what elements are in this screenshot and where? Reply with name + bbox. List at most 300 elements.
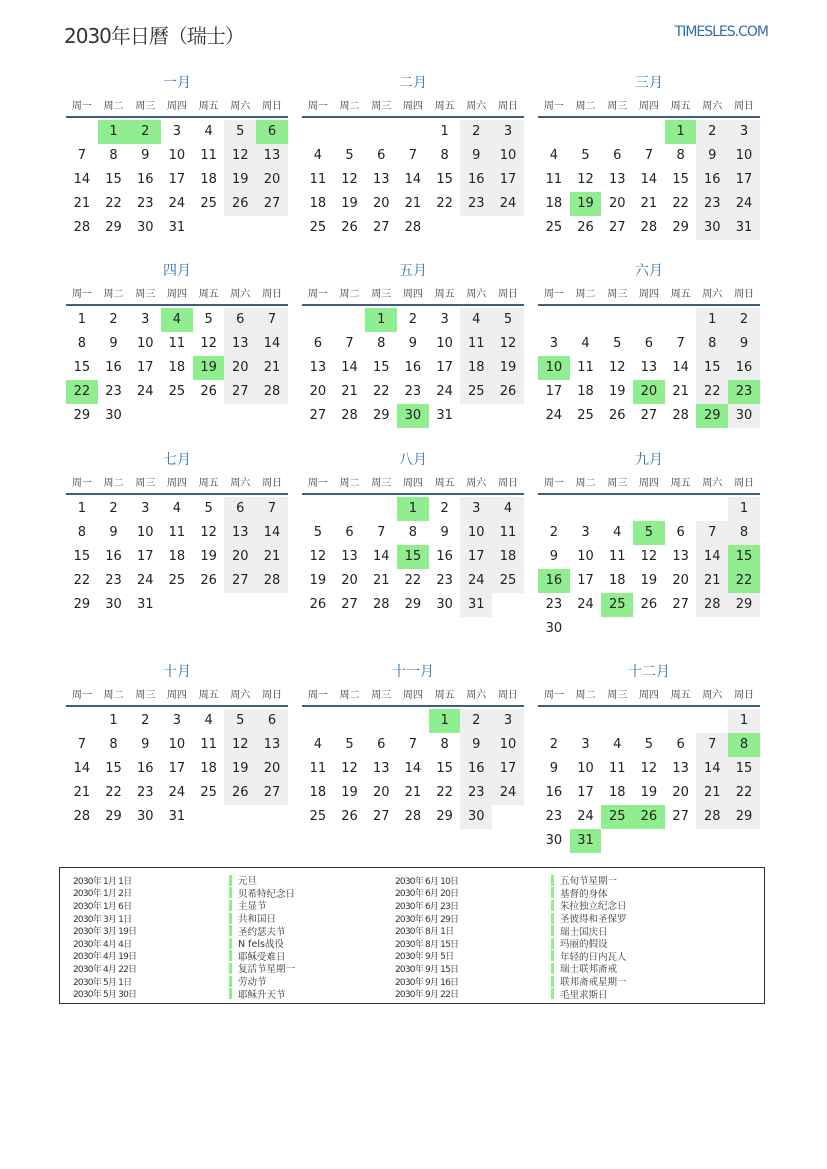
- day-cell: 1: [696, 308, 728, 332]
- weekday-label: 周一: [71, 101, 92, 112]
- holiday-day-cell: 25: [601, 805, 633, 829]
- day-cell: 4: [460, 308, 492, 332]
- day-cell: 18: [492, 545, 524, 569]
- day-cell: 11: [577, 360, 594, 375]
- day-grid: [538, 120, 760, 240]
- day-cell: 18: [200, 761, 217, 776]
- day-cell: 13: [256, 733, 288, 757]
- day-cell: 4: [613, 737, 622, 752]
- holiday-name: 毛里求斯日: [560, 989, 608, 1001]
- day-cell: 6: [613, 148, 622, 163]
- holiday-date: 2030年 5月 30日: [73, 990, 137, 1001]
- day-cell: 20: [256, 168, 288, 192]
- weekday-label: 周二: [575, 690, 596, 701]
- day-cell: 11: [545, 172, 563, 187]
- holiday-day-cell: 23: [728, 380, 760, 404]
- month-12: [538, 662, 760, 853]
- day-cell: 23: [696, 192, 728, 216]
- day-cell: 19: [341, 785, 358, 800]
- day-cell: 25: [577, 408, 594, 423]
- day-cell: 15: [105, 761, 122, 776]
- weekday-label: 周六: [466, 478, 487, 489]
- weekday-label: 周三: [607, 289, 628, 300]
- day-cell: 6: [377, 148, 386, 163]
- day-cell: 10: [460, 521, 492, 545]
- day-cell: 27: [224, 569, 256, 593]
- day-cell: 3: [581, 737, 590, 752]
- day-cell: 14: [372, 549, 390, 564]
- day-cell: 8: [440, 737, 449, 752]
- day-cell: 5: [313, 525, 322, 540]
- day-cell: 5: [224, 709, 256, 733]
- holiday-entry: [73, 899, 295, 912]
- holiday-date: 2030年 6月 23日: [395, 901, 459, 912]
- weekday-label: 周四: [402, 478, 423, 489]
- day-cell: 22: [672, 196, 689, 211]
- day-cell: 18: [168, 549, 186, 564]
- weekday-label: 周日: [733, 101, 754, 112]
- day-cell: 1: [728, 709, 760, 733]
- holiday-marker: [229, 950, 232, 961]
- day-cell: 3: [141, 501, 150, 516]
- day-cell: 14: [696, 545, 728, 569]
- weekday-label: 周四: [166, 289, 187, 300]
- day-cell: 27: [341, 597, 358, 612]
- day-cell: 12: [577, 172, 594, 187]
- weekday-label: 周二: [339, 101, 360, 112]
- day-cell: 26: [608, 408, 626, 423]
- empty-cell: [665, 497, 697, 521]
- day-cell: 14: [404, 172, 422, 187]
- weekday-label: 周五: [670, 289, 691, 300]
- holiday-entry: [395, 962, 627, 975]
- holiday-entry: [395, 899, 627, 912]
- day-cell: 10: [492, 733, 524, 757]
- day-cell: 5: [204, 501, 213, 516]
- holiday-date: 2030年 8月 1日: [395, 927, 454, 938]
- weekday-label: 周三: [135, 690, 156, 701]
- weekday-label: 周六: [702, 478, 723, 489]
- weekday-header: [66, 687, 288, 707]
- day-cell: 9: [460, 733, 492, 757]
- weekday-label: 周日: [261, 478, 282, 489]
- day-cell: 24: [136, 384, 154, 399]
- month-1: [66, 73, 288, 240]
- day-cell: 11: [608, 549, 626, 564]
- holiday-name: 朱拉独立纪念日: [560, 901, 627, 913]
- day-cell: 18: [168, 360, 186, 375]
- day-cell: 12: [200, 525, 217, 540]
- weekday-label: 周四: [638, 101, 659, 112]
- holiday-date: 2030年 4月 4日: [73, 939, 132, 950]
- weekday-label: 周四: [402, 289, 423, 300]
- empty-cell: [302, 120, 334, 144]
- day-grid: [66, 120, 288, 240]
- day-cell: 13: [372, 172, 390, 187]
- holiday-day-cell: 20: [633, 380, 665, 404]
- day-cell: 27: [224, 380, 256, 404]
- empty-cell: [633, 308, 665, 332]
- day-cell: 6: [224, 308, 256, 332]
- holiday-marker: [551, 887, 554, 898]
- day-cell: 6: [644, 336, 654, 351]
- holiday-marker: [229, 988, 232, 999]
- empty-cell: [334, 120, 366, 144]
- weekday-label: 周三: [135, 101, 156, 112]
- weekday-label: 周六: [466, 289, 487, 300]
- day-cell: 17: [545, 384, 563, 399]
- day-cell: 21: [640, 196, 658, 211]
- day-cell: 23: [436, 573, 453, 588]
- day-cell: 14: [73, 172, 91, 187]
- weekday-header: [538, 98, 760, 118]
- day-cell: 17: [577, 573, 594, 588]
- day-cell: 22: [696, 380, 728, 404]
- holiday-date: 2030年 6月 20日: [395, 889, 459, 900]
- holiday-marker: [229, 976, 232, 987]
- weekday-label: 周五: [198, 690, 219, 701]
- day-cell: 11: [309, 761, 327, 776]
- weekday-label: 周日: [733, 478, 754, 489]
- day-cell: 16: [696, 168, 728, 192]
- day-cell: 11: [200, 148, 217, 163]
- day-cell: 20: [256, 757, 288, 781]
- day-cell: 2: [109, 312, 118, 327]
- day-cell: 31: [460, 593, 492, 617]
- day-cell: 1: [77, 501, 86, 516]
- day-cell: 18: [309, 785, 327, 800]
- weekday-label: 周一: [307, 478, 328, 489]
- day-cell: 13: [309, 360, 327, 375]
- holiday-entry: [73, 987, 295, 1000]
- day-cell: 2: [460, 120, 492, 144]
- day-cell: 23: [545, 809, 563, 824]
- weekday-header: [538, 286, 760, 306]
- day-cell: 5: [345, 737, 354, 752]
- month-name: 三月: [635, 75, 663, 91]
- holiday-day-cell: 1: [397, 497, 429, 521]
- holiday-date: 2030年 3月 19日: [73, 927, 137, 938]
- day-cell: 14: [404, 761, 422, 776]
- day-cell: 2: [460, 709, 492, 733]
- day-cell: 22: [728, 781, 760, 805]
- day-cell: 20: [672, 573, 689, 588]
- day-cell: 11: [309, 172, 327, 187]
- day-cell: 14: [696, 757, 728, 781]
- month-name: 八月: [399, 452, 427, 468]
- day-cell: 6: [377, 737, 386, 752]
- day-cell: 23: [136, 196, 154, 211]
- day-cell: 21: [672, 384, 689, 399]
- day-cell: 8: [109, 148, 118, 163]
- weekday-label: 周三: [371, 478, 392, 489]
- day-cell: 9: [696, 144, 728, 168]
- day-cell: 17: [168, 172, 186, 187]
- holiday-name: 圣约瑟夫节: [238, 926, 286, 938]
- holiday-marker: [229, 887, 232, 898]
- weekday-label: 周一: [307, 690, 328, 701]
- day-cell: 19: [224, 757, 256, 781]
- day-cell: 2: [549, 525, 558, 540]
- holiday-name: 劳动节: [238, 977, 267, 989]
- weekday-label: 周二: [103, 478, 124, 489]
- day-cell: 15: [672, 172, 689, 187]
- day-cell: 28: [73, 220, 91, 235]
- day-cell: 10: [492, 144, 524, 168]
- day-cell: 28: [256, 569, 288, 593]
- day-cell: 16: [460, 757, 492, 781]
- day-cell: 27: [256, 781, 288, 805]
- day-cell: 1: [109, 713, 118, 728]
- day-cell: 14: [640, 172, 658, 187]
- day-cell: 7: [256, 497, 288, 521]
- day-cell: 13: [256, 144, 288, 168]
- day-cell: 28: [341, 408, 358, 423]
- day-cell: 12: [224, 144, 256, 168]
- month-name: 九月: [635, 452, 663, 468]
- day-cell: 8: [109, 737, 118, 752]
- day-cell: 3: [460, 497, 492, 521]
- holiday-date: 2030年 1月 6日: [73, 901, 132, 912]
- day-cell: 11: [492, 521, 524, 545]
- empty-cell: [601, 308, 633, 332]
- day-cell: 21: [404, 785, 422, 800]
- day-grid: [302, 120, 524, 240]
- holiday-list-column: [395, 874, 627, 1000]
- day-cell: 8: [77, 336, 86, 351]
- site-link[interactable]: TIMESLES.COM: [674, 24, 768, 40]
- holiday-entry: [73, 950, 295, 963]
- day-cell: 16: [436, 549, 453, 564]
- weekday-label: 周二: [575, 101, 596, 112]
- holiday-date: 2030年 9月 15日: [395, 964, 459, 975]
- holiday-entry: [395, 874, 627, 887]
- weekday-label: 周日: [497, 101, 518, 112]
- day-cell: 29: [728, 593, 760, 617]
- day-cell: 25: [200, 196, 217, 211]
- day-cell: 26: [341, 809, 358, 824]
- day-cell: 7: [676, 336, 685, 351]
- day-cell: 1: [440, 124, 449, 139]
- holiday-marker: [551, 976, 554, 987]
- day-cell: 9: [109, 336, 118, 351]
- day-grid: [66, 497, 288, 617]
- day-cell: 26: [640, 597, 658, 612]
- day-cell: 29: [73, 408, 91, 423]
- empty-cell: [538, 120, 570, 144]
- holiday-day-cell: 16: [538, 569, 570, 593]
- day-cell: 31: [168, 220, 186, 235]
- day-cell: 14: [256, 332, 288, 356]
- day-cell: 15: [728, 757, 760, 781]
- holiday-name: 五旬节星期一: [560, 876, 618, 888]
- day-cell: 7: [644, 148, 654, 163]
- day-cell: 3: [728, 120, 760, 144]
- day-grid: [302, 709, 524, 829]
- day-cell: 10: [577, 549, 594, 564]
- weekday-label: 周日: [497, 690, 518, 701]
- day-cell: 9: [549, 761, 558, 776]
- holiday-day-cell: 30: [397, 404, 429, 428]
- holiday-date: 2030年 9月 16日: [395, 977, 459, 988]
- day-cell: 6: [313, 336, 322, 351]
- holiday-marker: [229, 875, 232, 886]
- day-cell: 8: [408, 525, 418, 540]
- day-cell: 30: [136, 809, 154, 824]
- day-cell: 13: [672, 761, 689, 776]
- weekday-header: [302, 286, 524, 306]
- holiday-marker: [229, 913, 232, 924]
- weekday-label: 周一: [71, 289, 92, 300]
- day-cell: 20: [608, 196, 626, 211]
- day-cell: 17: [577, 785, 594, 800]
- day-cell: 12: [608, 360, 626, 375]
- weekday-label: 周五: [434, 289, 455, 300]
- weekday-label: 周二: [575, 478, 596, 489]
- weekday-label: 周四: [402, 690, 423, 701]
- empty-cell: [302, 308, 334, 332]
- day-cell: 23: [460, 781, 492, 805]
- day-cell: 19: [492, 356, 524, 380]
- day-cell: 9: [109, 525, 118, 540]
- empty-cell: [570, 120, 602, 144]
- day-cell: 13: [341, 549, 358, 564]
- month-name: 十二月: [628, 664, 670, 680]
- day-cell: 13: [372, 761, 390, 776]
- holiday-entry: [395, 975, 627, 988]
- day-cell: 4: [204, 124, 213, 139]
- empty-cell: [665, 308, 697, 332]
- day-cell: 15: [73, 549, 91, 564]
- empty-cell: [365, 709, 397, 733]
- weekday-header: [302, 475, 524, 495]
- empty-cell: [633, 709, 665, 733]
- holiday-day-cell: 6: [256, 120, 288, 144]
- day-cell: 23: [545, 597, 563, 612]
- day-cell: 7: [77, 148, 86, 163]
- day-cell: 20: [372, 196, 390, 211]
- day-cell: 7: [256, 308, 288, 332]
- day-cell: 3: [549, 336, 558, 351]
- weekday-label: 周日: [261, 289, 282, 300]
- day-grid: [302, 497, 524, 617]
- weekday-header: [538, 475, 760, 495]
- holiday-entry: [73, 912, 295, 925]
- weekday-label: 周二: [339, 690, 360, 701]
- day-cell: 9: [460, 144, 492, 168]
- day-cell: 25: [460, 380, 492, 404]
- month-8: [302, 450, 524, 617]
- day-cell: 23: [105, 384, 122, 399]
- holiday-date: 2030年 4月 19日: [73, 952, 137, 963]
- weekday-label: 周二: [103, 690, 124, 701]
- day-cell: 22: [404, 573, 422, 588]
- day-cell: 17: [436, 360, 453, 375]
- day-cell: 19: [341, 196, 358, 211]
- holiday-list: [59, 867, 765, 1004]
- weekday-label: 周三: [135, 478, 156, 489]
- holiday-entry: [73, 874, 295, 887]
- month-4: [66, 261, 288, 428]
- day-cell: 10: [577, 761, 594, 776]
- day-cell: 12: [341, 172, 358, 187]
- day-cell: 18: [309, 196, 327, 211]
- holiday-entry: [395, 950, 627, 963]
- holiday-marker: [551, 963, 554, 974]
- holiday-day-cell: 1: [429, 709, 461, 733]
- day-cell: 24: [577, 809, 594, 824]
- weekday-header: [302, 98, 524, 118]
- day-cell: 19: [200, 549, 217, 564]
- day-cell: 5: [644, 737, 654, 752]
- holiday-name: N fels战役: [238, 939, 284, 951]
- weekday-label: 周四: [166, 101, 187, 112]
- weekday-label: 周一: [71, 690, 92, 701]
- weekday-label: 周五: [198, 101, 219, 112]
- day-cell: 3: [141, 312, 150, 327]
- day-cell: 6: [676, 525, 685, 540]
- day-cell: 4: [313, 737, 322, 752]
- day-cell: 6: [224, 497, 256, 521]
- weekday-header: [66, 286, 288, 306]
- holiday-name: 元旦: [238, 876, 258, 888]
- holiday-marker: [229, 900, 232, 911]
- page-title: 2030年日曆（瑞士）: [64, 24, 244, 48]
- day-grid: [538, 497, 760, 641]
- holiday-day-cell: 8: [728, 733, 760, 757]
- day-cell: 17: [492, 168, 524, 192]
- day-cell: 16: [105, 360, 122, 375]
- day-cell: 11: [608, 761, 626, 776]
- empty-cell: [365, 120, 397, 144]
- holiday-day-cell: 1: [98, 120, 130, 144]
- day-cell: 25: [200, 785, 217, 800]
- day-cell: 12: [640, 761, 658, 776]
- holiday-name: 瑞士联邦斋戒: [560, 964, 618, 976]
- day-cell: 29: [436, 809, 453, 824]
- holiday-day-cell: 15: [397, 545, 429, 569]
- day-cell: 31: [168, 809, 186, 824]
- day-cell: 30: [105, 408, 122, 423]
- day-cell: 28: [696, 805, 728, 829]
- day-cell: 16: [105, 549, 122, 564]
- day-cell: 18: [200, 172, 217, 187]
- weekday-label: 周六: [466, 101, 487, 112]
- day-cell: 26: [200, 573, 217, 588]
- month-2: [302, 73, 524, 240]
- day-cell: 21: [73, 785, 91, 800]
- day-cell: 24: [577, 597, 594, 612]
- day-cell: 10: [728, 144, 760, 168]
- month-name: 五月: [399, 263, 427, 279]
- day-cell: 28: [73, 809, 91, 824]
- empty-cell: [633, 497, 665, 521]
- holiday-entry: [73, 975, 295, 988]
- day-cell: 30: [136, 220, 154, 235]
- day-cell: 18: [608, 785, 626, 800]
- month-name: 六月: [635, 263, 663, 279]
- day-cell: 23: [105, 573, 122, 588]
- holiday-date: 2030年 6月 29日: [395, 914, 459, 925]
- day-cell: 2: [549, 737, 558, 752]
- day-cell: 28: [696, 593, 728, 617]
- day-cell: 7: [408, 737, 418, 752]
- day-cell: 24: [460, 569, 492, 593]
- day-cell: 21: [256, 356, 288, 380]
- day-cell: 22: [105, 785, 122, 800]
- day-cell: 18: [577, 384, 594, 399]
- weekday-label: 周六: [230, 101, 251, 112]
